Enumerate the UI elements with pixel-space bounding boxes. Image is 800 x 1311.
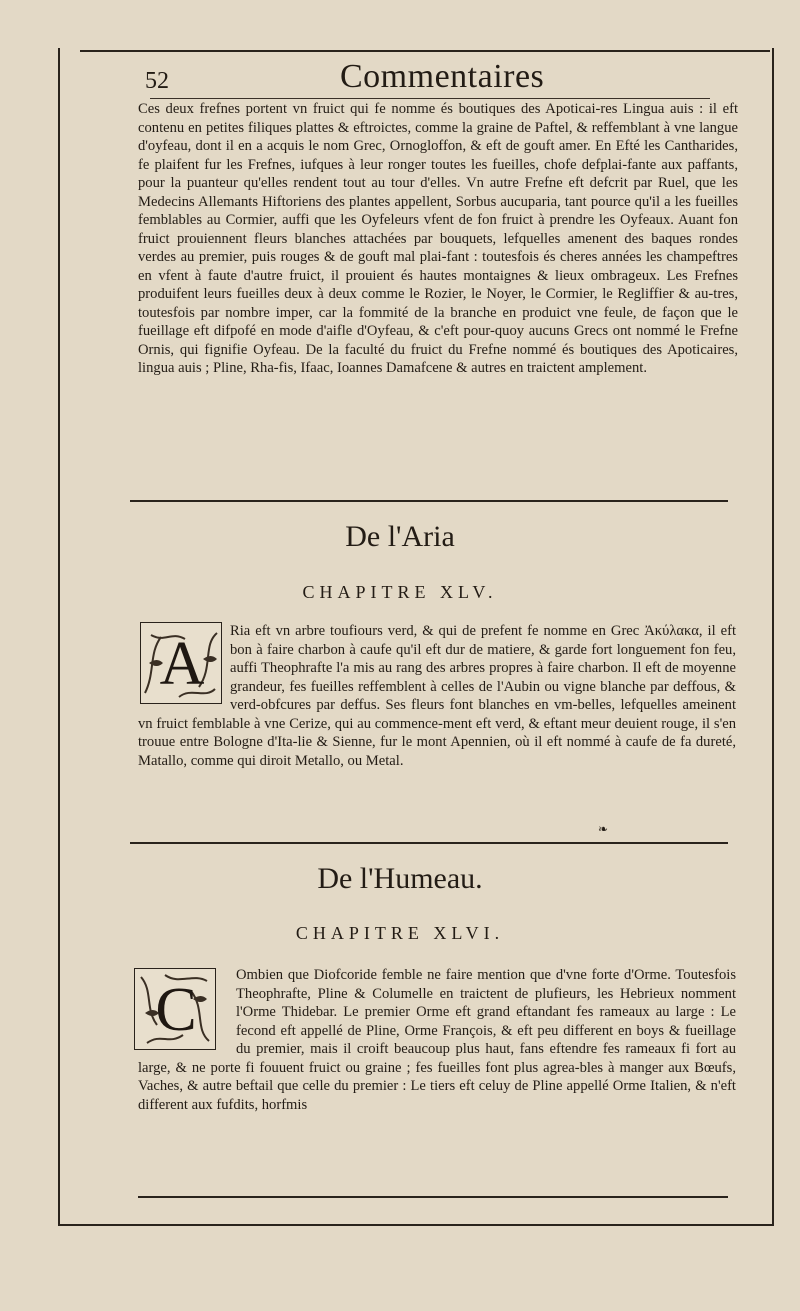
running-title: Commentaires: [340, 58, 545, 95]
chapter-45-paragraph: [138, 622, 736, 770]
header-rule: [150, 98, 710, 99]
fleuron-ornament: ❧: [598, 822, 609, 836]
initial-letter: A: [159, 630, 205, 698]
bottom-rule: [138, 1196, 728, 1198]
section-title-humeau: De l'Humeau.: [317, 862, 483, 895]
continued-paragraph: Ces deux frefnes portent vn fruict qui fe nomme és boutiques des Apoticai-res Lingua auis : il eft contenu en petites filiques plattes & eftroictes, comme la graine de Paftel, & reffemblant à vne langue d'oyfeau, dont il en a acquis le nom Grec, Ornogloffon, & eft de gouft amer. En Efté les Cantharides, fe plaifent fur les Frefnes, iufques à leur ronger toutes les fueilles, chofe defplai-fante aux paffants, pour la puanteur qu'elles rendent tout au tour d'elles. Vn autre Frefne eft defcrit par Ruel, que les Medecins Allemants Hiftoriens des plantes appellent, Sorbus aucuparia, tant pource qu'il a les fueilles femblables au Cormier, auffi que les Oyfeleurs vfent de fon fruict à prendre les Oyfeaux. Auant fon fruict prouiennent fleurs blanches attachées par bouquets, lefquelles amenent des baques rondes verdes au premier, puis rouges & de gouft mal plai-fant : toutesfois és cheres années les champeftres en vfent à faute d'autre fruict, il prouient és hautes montaignes & lieux ombrageux. Les Frefnes produifent leurs fueilles deux à deux comme le Rozier, le Noyer, le Cormier, le Regliffier & au-tres, toutesfois par nombre imper, car la fommité de la branche en produict vne feule, de façon que le fueillage eft difpofé en mode d'aifle d'Oyfeau, & c'eft pour-quoy aucuns Grecs ont nommé le Frefne Ornis, qui fignifie Oyfeau. De la faculté du fruict du Frefne nommé és boutiques des Apoticaires, lingua auis ; Pline, Rha-fis, Ifaac, Ioannes Damafcene & autres en traictent amplement.: [138, 101, 738, 376]
section-title-aria: De l'Aria: [345, 520, 455, 553]
initial-letter: C: [155, 976, 197, 1044]
chapter-46-text: Ombien que Diofcoride femble ne faire mention que d'vne forte d'Orme. Toutesfois Theophrafte, Pline & Columelle en traictent de plufieurs, les Hebrieux nomment l'Orme Thidebar. Le premier Orme eft grand eftandant fes rameaux au large : Le fecond eft appellé de Pline, Orme François, & eft peu different en boys & fueillage du premier, mais il croift beaucoup plus haut, fans eftendre fes rameaux fi fort au large, & ne porte fi fouuent fruict ou graine ; fes fueilles font plus agrea-bles à manger aux Bœufs, Vaches, & autre beftail que celle du premier : Le tiers eft celuy de Pline appellé Orme Italien, & n'eft different aux fufdits, horfmis: [138, 967, 736, 1113]
section-divider-2: [130, 842, 728, 844]
frame-bottom-rule: [58, 1224, 772, 1226]
chapter-45-text: Ria eft vn arbre toufiours verd, & qui de prefent fe nomme en Grec Ἀκύλακα, il eft bon à faire charbon à caufe qu'il eft dur de matiere, & garde fort longuement fon feu, auffi Theophrafte l'a mis au rang des arbres propres à faire charbon. Il eft de moyenne grandeur, fes fueilles reffemblent à celles de l'Aubin ou vigne blanche par deffous, & verd-obfcures par deffus. Ses fleurs font blanches en vm-belles, lefquelles ameinent vn fruict femblable à vne Cerize, qui au commence-ment eft verd, & eftant meur deuient rouge, il s'en trouue entre Bologne d'Ita-lie & Sienne, fur le mont Apennien, où il eft nommé à caufe de fa dureté, Matallo, comme qui diroit Metallo, ou Metal.: [138, 623, 736, 769]
chapter-46-paragraph: [138, 966, 736, 1114]
chapter-heading-45: CHAPITRE XLV.: [302, 582, 498, 602]
page-number: 52: [145, 68, 169, 94]
section-divider: [130, 500, 728, 502]
chapter-heading-46: CHAPITRE XLVI.: [295, 923, 505, 943]
